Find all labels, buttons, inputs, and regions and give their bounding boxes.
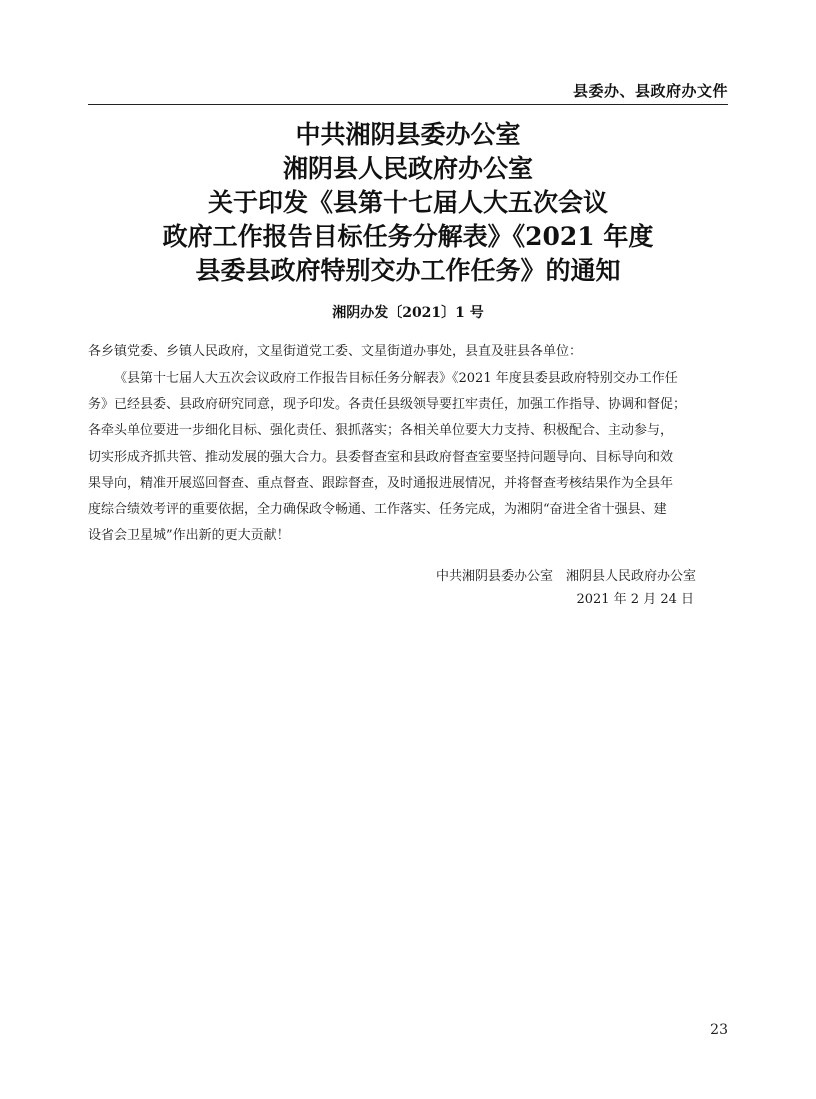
header-divider — [88, 104, 728, 105]
body-line: 果导向，精准开展巡回督查、重点督查、跟踪督查，及时通报进展情况，并将督查考核结果作为全县年 — [88, 475, 674, 491]
document-number: 湘阴办发〔2021〕1 号 — [332, 305, 484, 321]
title-line: 政府工作报告目标任务分解表》《2021 年度 — [162, 222, 654, 251]
body-line: 《县第十七届人大五次会议政府工作报告目标任务分解表》《2021 年度县委县政府特别交办工作任 — [114, 371, 678, 386]
section-label: 县委办、县政府办文件 — [572, 82, 728, 100]
addressee-line: 各乡镇党委、乡镇人民政府，文星街道党工委、文星街道办事处，县直及驻县各单位： — [88, 344, 583, 359]
body-line: 各牵头单位要进一步细化目标、强化责任、狠抓落实；各相关单位要大力支持、积极配合、主动参与， — [88, 423, 674, 439]
body-line: 务》已经县委、县政府研究同意，现予印发。各责任县级领导要扛牢责任，加强工作指导、协调和督促； — [88, 397, 687, 413]
title-line: 湘阴县人民政府办公室 — [282, 154, 533, 183]
signature-date: 2021 年 2 月 24 日 — [576, 592, 694, 607]
title-line: 关于印发《县第十七届人大五次会议 — [207, 188, 608, 217]
body-line: 度综合绩效考评的重要依据，全力确保政令畅通、工作落实、任务完成，为湘阴“奋进全省十强县、建 — [88, 502, 667, 518]
body-line: 切实形成齐抓共管、推动发展的强大合力。县委督查室和县政府督查室要坚持问题导向、目标导向和效 — [88, 449, 674, 465]
title-line: 中共湘阴县委办公室 — [295, 120, 521, 149]
body-paragraph — [88, 366, 728, 549]
document-title — [88, 118, 728, 288]
page-number: 23 — [710, 1022, 728, 1038]
body-line: 设省会卫星城”作出新的更大贡献！ — [88, 528, 290, 544]
title-line: 县委县政府特别交办工作任务》的通知 — [195, 256, 621, 285]
signature-issuers: 中共湘阴县委办公室 湘阴县人民政府办公室 — [435, 569, 696, 584]
